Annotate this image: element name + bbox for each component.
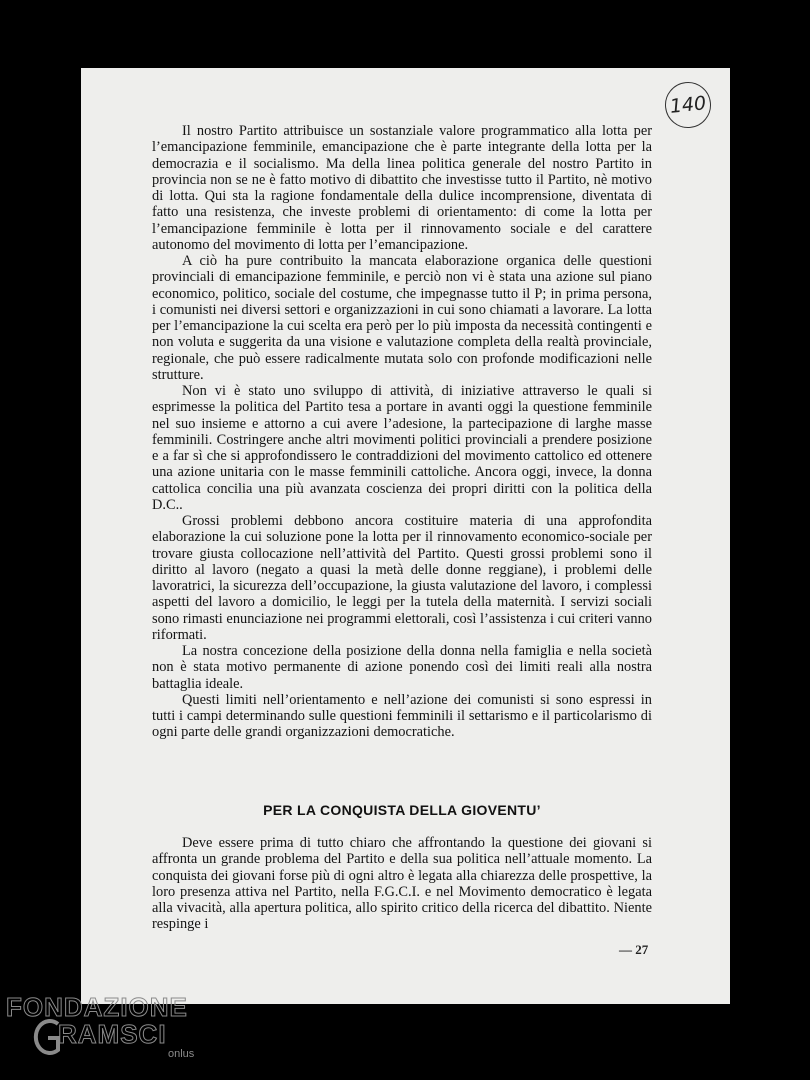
- page-number: — 27: [619, 942, 649, 957]
- logo-line-onlus: onlus: [168, 1048, 195, 1060]
- fondazione-gramsci-logo: [6, 992, 206, 1072]
- paragraph: A ciò ha pure contribuito la mancata elaborazione organica delle questioni provinciali di emancipazione femminile, e perciò non vi è stata una azione sul piano economico, politico, sociale del costume, che impegnasse tutto il P; in prima persona, i comunisti nei diversi settori e organizzazioni in cui sono chiamati a lavorare. La lotta per l’emancipazione la cui scelta era però per lo più imposta da necessità contingenti e non voluta e suggerita da una visione e valutazione completa della realtà provinciale, regionale, che può essere radicalmente mutata solo con profonde modificazioni nelle strutture.: [152, 253, 652, 383]
- paragraph: Questi limiti nell’orientamento e nell’azione dei comunisti si sono espressi in tutti i campi determinando sulle questioni femminili il settarismo e il particolarismo di ogni parte delle grandi organizzazioni democratiche.: [152, 691, 652, 741]
- section-two-text: [152, 835, 652, 933]
- paragraph: La nostra concezione della posizione della donna nella famiglia e nella società non è stata motivo permanente di azione ponendo così dei limiti reali alla nostra battaglia ideale.: [152, 643, 652, 692]
- logo-line-gramsci: RAMSCI: [58, 1019, 167, 1049]
- section-heading: PER LA CONQUISTA DELLA GIOVENTU’: [263, 802, 541, 818]
- paragraph: Non vi è stato uno sviluppo di attività, di iniziative attraverso le quali si esprimesse la politica del Partito tesa a portare in avanti oggi la questione femminile nel suo insieme e attorno a cui avere l’adesione, la partecipazione di larghe masse femminili. Costringere anche altri movimenti politici provinciali a prendere posizione e a far sì che si approfondissero le contraddizioni del movimento cattolico ed ottenere una azione unitaria con le masse femminili cattoliche. Ancora oggi, invece, la donna cattolica concilia una più avanzata coscienza dei propri diritti con la politica della D.C..: [152, 383, 652, 513]
- paragraph: Grossi problemi debbono ancora costituire materia di una approfondita elaborazione la cui soluzione pone la lotta per il rinnovamento economico-sociale per trovare giusta collocazione nell’attività del Partito. Questi grossi problemi sono il diritto al lavoro (negato a quasi la metà delle donne reggiane), i problemi delle lavoratrici, la sicurezza dell’occupazione, la giusta valutazione del lavoro, i complessi aspetti del lavoro a domicilio, le leggi per la tutela della maternità. I servizi sociali sono rimasti enunciazione nei programmi elettorali, così l’assistenza i cui criteri vanno riformati.: [152, 513, 652, 643]
- logo-line-fondazione: FONDAZIONE: [6, 992, 188, 1022]
- archive-stamp-number: 140: [663, 80, 714, 131]
- paragraph: Deve essere prima di tutto chiaro che affrontando la questione dei giovani si affronta un grande problema del Partito e della sua politica nell’attuale momento. La conquista dei giovani forse più di ogni altro è legata alla chiarezza delle prospettive, la loro presenza attiva nel Partito, nella F.G.C.I. e nel Movimento democratico è legata alla vivacità, alla apertura politica, allo spirito critico della ricerca del dibattito. Niente respinge i: [152, 835, 652, 933]
- section-one-text: [152, 123, 652, 741]
- document-page: [81, 68, 730, 1004]
- paragraph: Il nostro Partito attribuisce un sostanziale valore programmatico alla lotta per l’emancipazione femminile, emancipazione che è parte integrante della lotta per la democrazia e il socialismo. Ma della linea politica generale del nostro Partito in provincia non se ne è fatto motivo di dibattito che investisse tutto il Partito, nè motivo di lotta. Qui sta la ragione fondamentale della dulice incomprensione, diventata di fatto una resistenza, che investe problemi di orientamento: di come la lotta per l’emancipazione femminile è lotta per il rinnovamento sociale e del carattere autonomo del movimento di lotta per l’emancipazione.: [152, 123, 652, 253]
